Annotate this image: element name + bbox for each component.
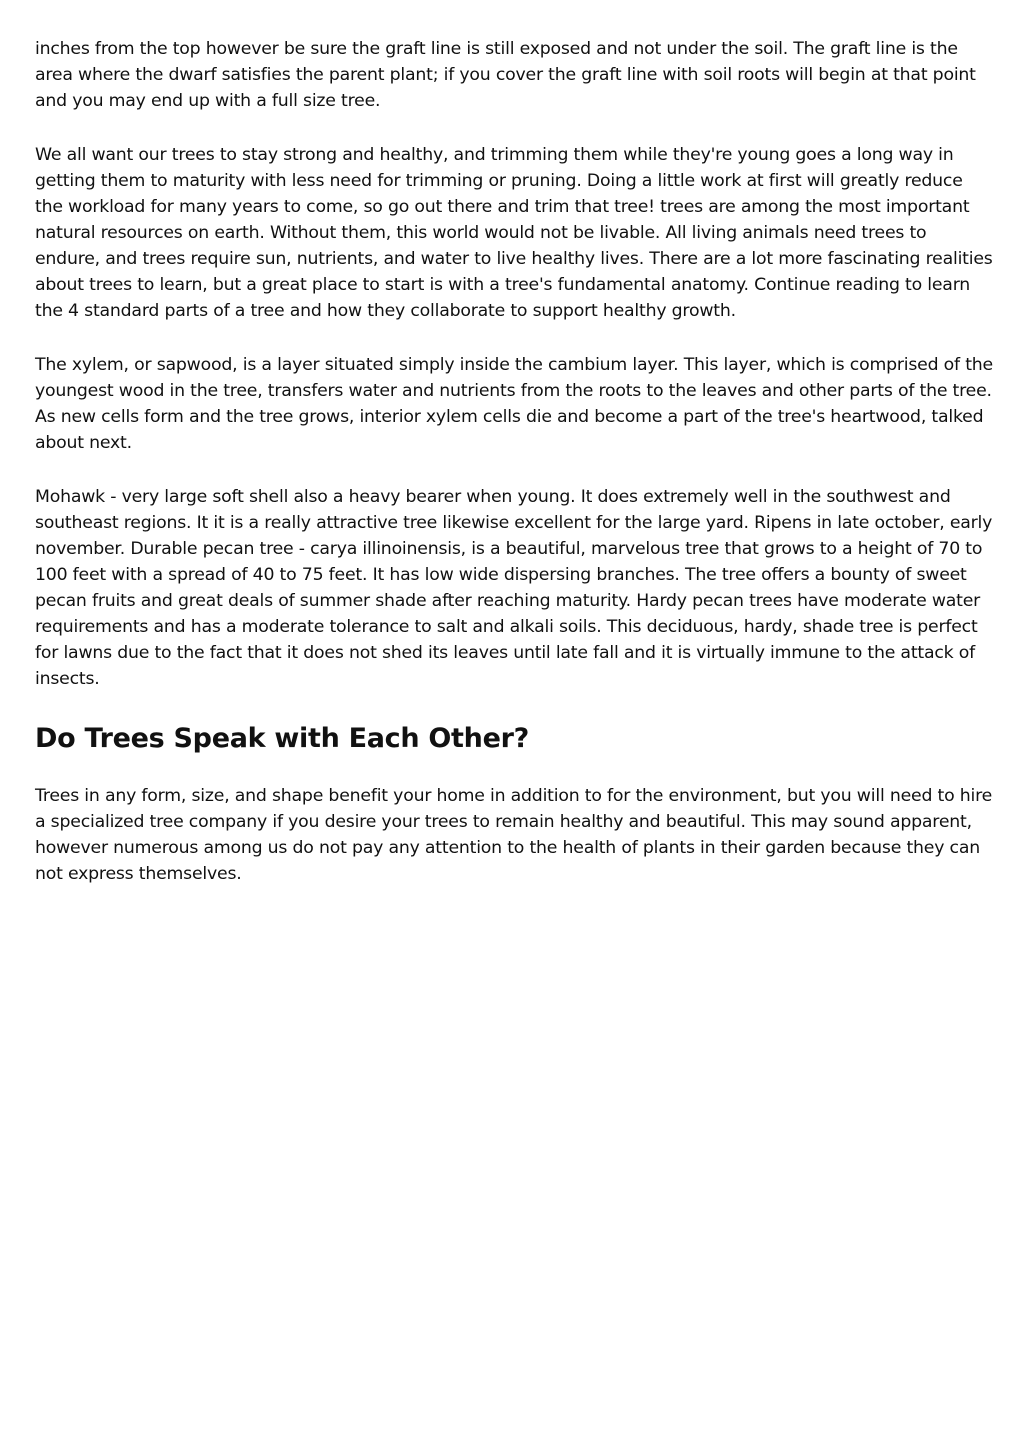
document-page: [35, 36, 993, 915]
paragraph-graft-line: inches from the top however be sure the graft line is still exposed and not under the soil. The graft line is the area where the dwarf satisfies the parent plant; if you cover the graft line with soil roots will begin at that point and you may end up with a full size tree.: [35, 39, 976, 111]
section-heading: Do Trees Speak with Each Other?: [35, 723, 529, 754]
paragraph-mohawk-pecan: Mohawk - very large soft shell also a heavy bearer when young. It does extremely well in the southwest and southeast regions. It it is a really attractive tree likewise excellent for the large yard. Ripens in late october, early november. Durable pecan tree - carya illinoinensis, is a beautiful, marvelous tree that grows to a height of 70 to 100 feet with a spread of 40 to 75 feet. It has low wide dispersing branches. The tree offers a bounty of sweet pecan fruits and great deals of summer shade after reaching maturity. Hardy pecan trees have moderate water requirements and has a moderate tolerance to salt and alkali soils. This deciduous, hardy, shade tree is perfect for lawns due to the fact that it does not shed its leaves until late fall and it is virtually immune to the attack of insects.: [35, 487, 993, 689]
paragraph-tree-company: Trees in any form, size, and shape benefit your home in addition to for the environment, but you will need to hire a specialized tree company if you desire your trees to remain healthy and beautiful. This may sound apparent, however numerous among us do not pay any attention to the health of plants in their garden because they can not express themselves.: [35, 786, 993, 884]
paragraph-xylem: The xylem, or sapwood, is a layer situated simply inside the cambium layer. This layer, which is comprised of the youngest wood in the tree, transfers water and nutrients from the roots to the leaves and other parts of the tree. As new cells form and the tree grows, interior xylem cells die and become a part of the tree's heartwood, talked about next.: [35, 355, 993, 453]
paragraph-trimming-trees: We all want our trees to stay strong and healthy, and trimming them while they're young goes a long way in getting them to maturity with less need for trimming or pruning. Doing a little work at first will greatly reduce the workload for many years to come, so go out there and trim that tree! trees are among the most important natural resources on earth. Without them, this world would not be livable. All living animals need trees to endure, and trees require sun, nutrients, and water to live healthy lives. There are a lot more fascinating realities about trees to learn, but a great place to start is with a tree's fundamental anatomy. Continue reading to learn the 4 standard parts of a tree and how they collaborate to support healthy growth.: [35, 145, 993, 321]
